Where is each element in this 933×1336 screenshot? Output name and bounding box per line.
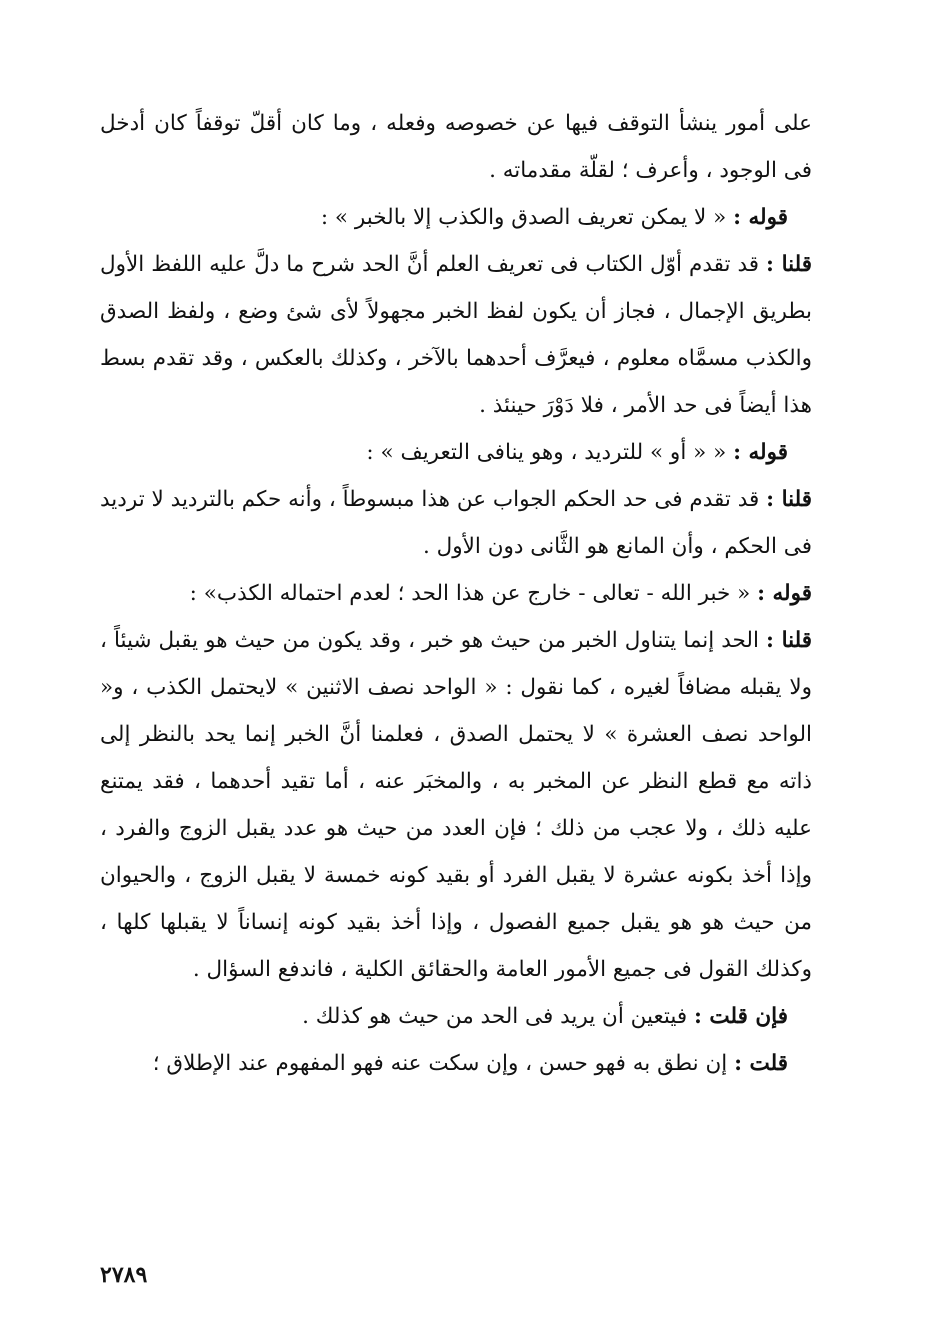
paragraph-text: إن نطق به فهو حسن ، وإن سكت عنه فهو المفهوم عند الإطلاق ؛	[152, 1051, 735, 1076]
page-number: ٢٧٨٩	[100, 1262, 148, 1288]
paragraph-text: الحد إنما يتناول الخبر من حيث هو خبر ، وقد يكون من حيث هو يقبل شيئاً ، ولا يقبله مضافاً لغيره ، كما نقول : « الواحد نصف الاثنين » لايحتمل الكذب ، و« الواحد نصف العشرة » لا يحتمل الصدق ، فعلمنا أنَّ الخبر إنما يحد بالنظر إلى ذاته مع قطع النظر عن المخبر به ، والمخبَر عنه ، أما تقيد أحدهما ، فقد يمتنع عليه ذلك ، ولا عجب من ذلك ؛ فإن العدد من حيث هو عدد يقبل الزوج والفرد ، وإذا أخذ بكونه عشرة لا يقبل الفرد أو بقيد كونه خمسة لا يقبل الزوج ، والحيوان من حيث هو هو يقبل جميع الفصول ، وإذا أخذ بقيد كونه إنساناً لا يقبلها كلها ، وكذلك القول فى جميع الأمور العامة والحقائق الكلية ، فاندفع السؤال .	[100, 628, 812, 982]
paragraph-qultu	[100, 1040, 812, 1087]
paragraph-continuation	[100, 100, 812, 194]
paragraph-lead: قلت :	[734, 1051, 788, 1076]
paragraph-qawluhu-1	[100, 194, 812, 241]
paragraph-qawluhu-3	[100, 570, 812, 617]
paragraph-lead: قوله :	[733, 440, 788, 465]
paragraph-text: فيتعين أن يريد فى الحد من حيث هو كذلك .	[302, 1004, 694, 1029]
paragraph-lead: فإن قلت :	[693, 1004, 788, 1029]
paragraph-qulna-2	[100, 476, 812, 570]
paragraph-text: « خبر الله - تعالى - خارج عن هذا الحد ؛ لعدم احتماله الكذب» :	[189, 581, 758, 606]
paragraph-lead: قوله :	[733, 205, 788, 230]
paragraph-text: « « أو » للترديد ، وهو ينافى التعريف » :	[366, 440, 734, 465]
paragraph-lead: قوله :	[757, 581, 812, 606]
paragraph-qawluhu-2	[100, 429, 812, 476]
paragraph-lead: قلنا :	[765, 628, 813, 653]
paragraph-text: قد تقدم فى حد الحكم الجواب عن هذا مبسوطاً ، وأنه حكم بالترديد لا ترديد فى الحكم ، وأن المانع هو الثَّانى دون الأول .	[100, 487, 812, 559]
paragraph-lead: قلنا :	[766, 487, 812, 512]
paragraph-lead: قلنا :	[766, 252, 813, 277]
body-text	[100, 100, 812, 1087]
paragraph-text: على أمور ينشأ التوقف فيها عن خصوصه وفعله ، وما كان أقلّ توقفاً كان أدخل فى الوجود ، وأعرف ؛ لقلّة مقدماته .	[100, 111, 812, 183]
paragraph-text: « لا يمكن تعريف الصدق والكذب إلا بالخبر » :	[320, 205, 734, 230]
paragraph-qulna-3	[100, 617, 812, 993]
paragraph-qulna-1	[100, 241, 812, 429]
paragraph-fa-in-qulta	[100, 993, 812, 1040]
paragraph-text: قد تقدم أوّل الكتاب فى تعريف العلم أنَّ الحد شرح ما دلَّ عليه اللفظ الأول بطريق الإجمال ، فجاز أن يكون لفظ الخبر مجهولاً لأى شئ وضع ، ولفظ الصدق والكذب مسمَّاه معلوم ، فيعرَّف أحدهما بالآخر ، وكذلك بالعكس ، وقد تقدم بسط هذا أيضاً فى حد الأمر ، فلا دَوْرَ حينئذ .	[100, 252, 812, 418]
